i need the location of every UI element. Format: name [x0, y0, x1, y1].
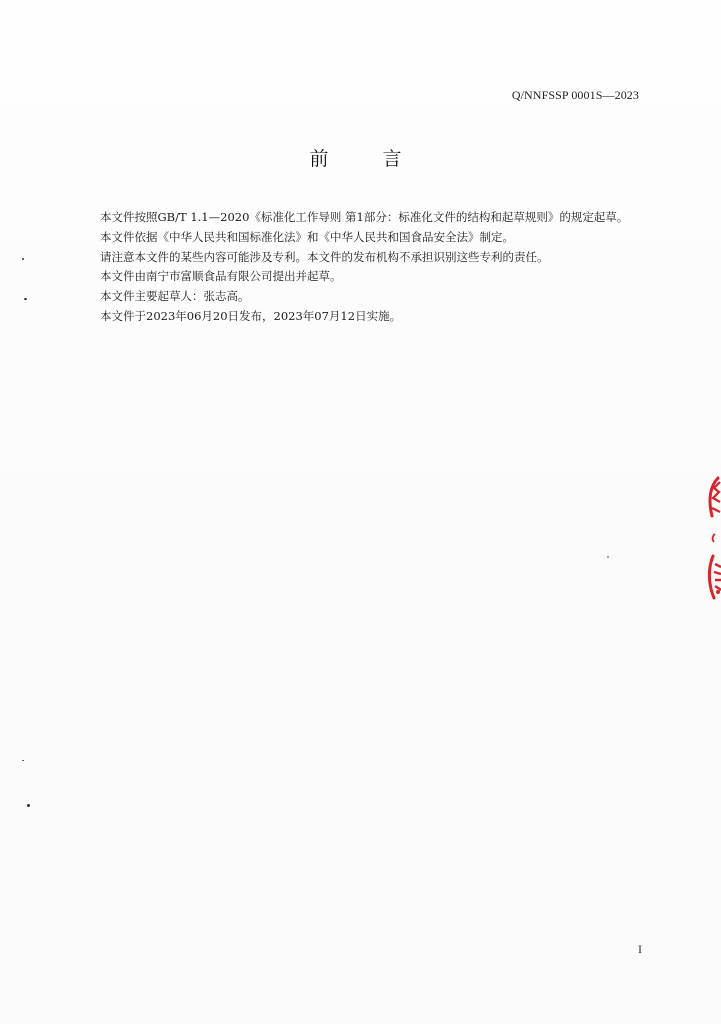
- preface-paragraph-4: 本文件由南宁市富顺食品有限公司提出并起草。: [100, 269, 342, 284]
- section-title: 前 言: [309, 148, 426, 170]
- scan-speck: [27, 804, 30, 807]
- preface-paragraph-3: 请注意本文件的某些内容可能涉及专利。本文件的发布机构不承担识别这些专利的责任。: [100, 249, 549, 264]
- preface-paragraph-1: 本文件按照GB/T 1.1—2020《标准化工作导则 第1部分：标准化文件的结构和起草规则》的规定起草。: [100, 210, 629, 224]
- preface-paragraph-2: 本文件依据《中华人民共和国标准化法》和《中华人民共和国食品安全法》制定。: [100, 229, 514, 244]
- scan-speck: [22, 258, 24, 260]
- seal-stamp-icon: [700, 472, 721, 612]
- scan-speck: [607, 556, 609, 558]
- document-code: Q/NNFSSP 0001S—2023: [511, 88, 639, 102]
- page-number: I: [638, 942, 642, 956]
- preface-body: [75, 208, 643, 327]
- preface-paragraph-6: 本文件于2023年06月20日发布，2023年07月12日实施。: [100, 308, 402, 323]
- scan-speck: [24, 298, 27, 300]
- scan-speck: [22, 760, 24, 761]
- preface-paragraph-5: 本文件主要起草人：张志高。: [100, 289, 250, 304]
